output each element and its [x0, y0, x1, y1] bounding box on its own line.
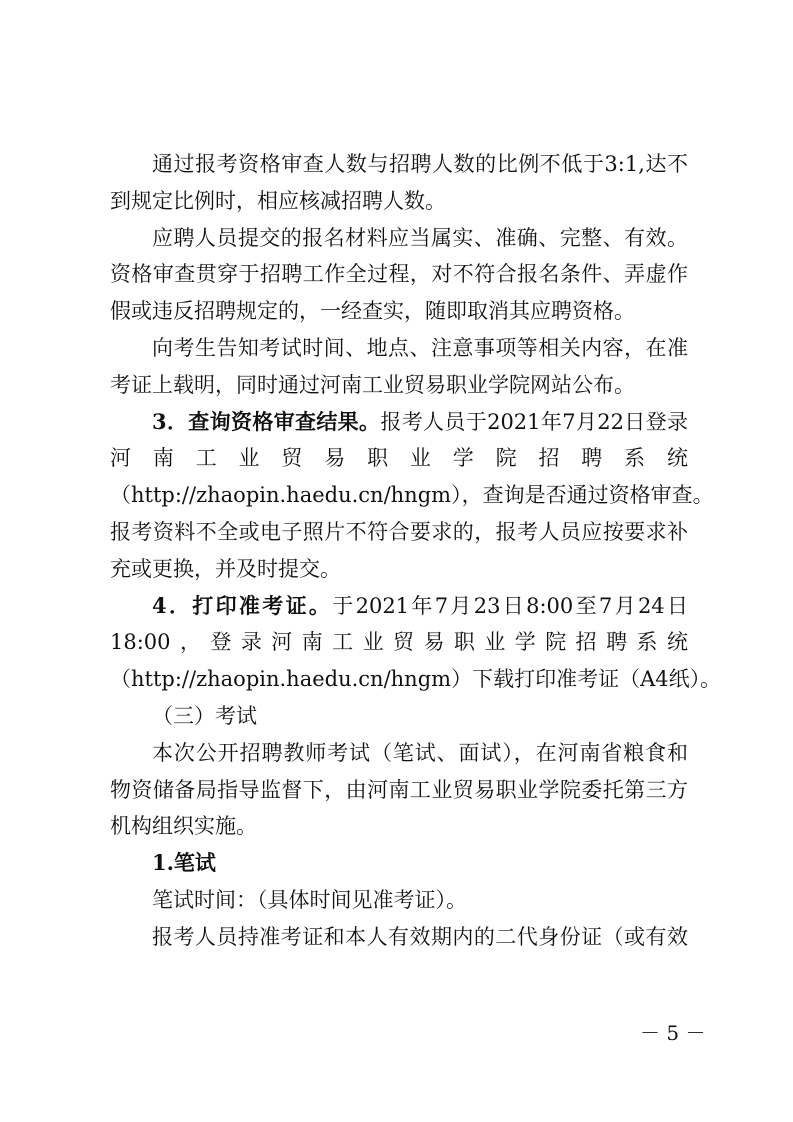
- text-line: [110, 404, 688, 441]
- paragraph-print-ticket: [110, 588, 722, 698]
- text-line: （http://zhaopin.haedu.cn/hngm），查询是否通过资格审查。: [110, 483, 714, 508]
- section-heading: 4．打印准考证。: [152, 592, 333, 618]
- page-number: － 5 －: [640, 1021, 706, 1045]
- text-line: 物资储备局指导监督下，由河南工业贸易职业学院委托第三方: [110, 777, 688, 802]
- paragraph-exam-time: [110, 882, 688, 919]
- paragraph-exam-intro: [110, 735, 688, 845]
- paragraph-notice: [110, 330, 688, 404]
- section-heading-written-exam: [110, 845, 688, 882]
- paragraph-query-result: [110, 404, 714, 588]
- text-line: 资格审查贯穿于招聘工作全过程，对不符合报名条件、弄虚作: [110, 262, 688, 287]
- text-line: 河南工业贸易职业学院招聘系统: [110, 446, 688, 471]
- text-line: 本次公开招聘教师考试（笔试、面试），在河南省粮食和: [152, 740, 688, 765]
- text-line: 向考生告知考试时间、地点、注意事项等相关内容，在准: [152, 335, 688, 360]
- text-line: 应聘人员提交的报名材料应当属实、准确、完整、有效。: [152, 225, 688, 250]
- text-line: 通过报考资格审查人数与招聘人数的比例不低于3:1,达不: [152, 152, 688, 176]
- paragraph-materials: [110, 220, 688, 330]
- text-line: （三）考试: [152, 703, 257, 728]
- document-body: [110, 146, 722, 956]
- section-heading: 3．查询资格审查结果。: [152, 408, 381, 434]
- text-line: 考证上载明，同时通过河南工业贸易职业学院网站公布。: [110, 372, 635, 397]
- text-line: 充或更换，并及时提交。: [110, 556, 341, 581]
- text-run: 于2021年7月23日8:00至7月24日: [332, 593, 688, 618]
- paragraph-ratio: [110, 146, 688, 220]
- text-line: 到规定比例时，相应核减招聘人数。: [110, 188, 446, 213]
- section-heading-exam: [110, 698, 688, 735]
- text-line: 18:00，登录河南工业贸易职业学院招聘系统: [110, 630, 688, 655]
- text-line: （http://zhaopin.haedu.cn/hngm）下载打印准考证（A4纸）。: [110, 667, 722, 692]
- text-line: 报考人员持准考证和本人有效期内的二代身份证（或有效: [152, 924, 688, 949]
- paragraph-id-requirement: [110, 919, 688, 956]
- text-line: 机构组织实施。: [110, 814, 257, 839]
- text-line: 报考资料不全或电子照片不符合要求的，报考人员应按要求补: [110, 519, 688, 544]
- text-line: 1.笔试: [152, 850, 216, 876]
- text-run: 报考人员于2021年7月22日登录: [380, 409, 688, 434]
- text-line: 笔试时间：（具体时间见准考证）。: [152, 887, 467, 912]
- text-line: [110, 588, 688, 625]
- text-line: 假或违反招聘规定的，一经查实，随即取消其应聘资格。: [110, 299, 635, 324]
